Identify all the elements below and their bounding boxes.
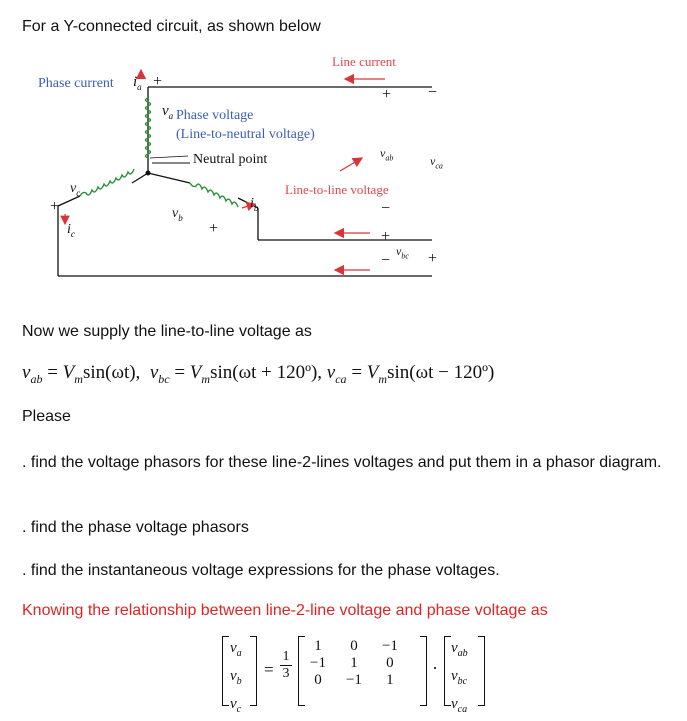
phase-current-label: Phase current (38, 76, 114, 91)
minus-ca: − (428, 84, 438, 101)
vbc-label: $v_{bc}$ (396, 244, 409, 261)
line-voltage-equation: $v_{ab} = V_m\sin(\omega t)$, $v_{bc} = V_m\sin(\omega t$ + 120º), $v_{ca} = V_m\sin(\omega t$ − 120º) (22, 362, 495, 386)
ib-label: $i_b$ (250, 196, 259, 213)
matrix-row: 0 −1 1 (314, 672, 394, 688)
line-current-label: Line current (332, 54, 396, 69)
please-text: Please (22, 408, 71, 425)
line-to-line-label: Line-to-line voltage (285, 182, 389, 197)
intro-text: For a Y-connected circuit, as shown below (22, 18, 321, 35)
matrix-row: −1 1 0 (310, 655, 394, 671)
plus-ab: + (382, 86, 392, 103)
supply-text: Now we supply the line-to-line voltage as (22, 323, 312, 340)
phase-b-coil (190, 183, 238, 207)
y-circuit-diagram (0, 48, 687, 283)
vab-label: $v_{ab}$ (380, 146, 394, 163)
phase-voltage-label: Phase voltage (176, 108, 254, 123)
coefficient-matrix (304, 638, 404, 689)
rhs-vab: $v_{ab}$ (451, 640, 468, 659)
phase-c-coil (80, 169, 134, 196)
lhs-vector (230, 637, 242, 721)
plus-a: + (153, 73, 163, 90)
va-label: $v_a$ (162, 103, 174, 121)
neutral-point-label: Neutral point (193, 152, 268, 167)
equals-sign: = (264, 660, 274, 679)
plus-bc: + (381, 228, 391, 245)
task-2: . find the phase voltage phasors (22, 519, 249, 536)
minus-bc: − (381, 252, 391, 269)
dot-operator: · (432, 658, 438, 678)
vb-label: $v_b$ (172, 206, 183, 223)
relationship-matrix (220, 634, 520, 715)
ic-label: $i_c$ (67, 222, 75, 239)
ia-label: $i_a$ (133, 74, 142, 92)
lhs-vc: $v_c$ (230, 696, 242, 715)
fraction: 1 3 (280, 649, 292, 682)
rhs-vca: $v_{ca}$ (451, 696, 468, 715)
plus-c: + (50, 198, 60, 215)
vca-label: $v_{ca}$ (430, 154, 443, 171)
task-1: . find the voltage phasors for these line-2-lines voltages and put them in a phasor diagram. (22, 454, 662, 471)
rhs-vbc: $v_{bc}$ (451, 668, 468, 687)
matrix-row: 1 0 −1 (314, 638, 398, 654)
line-to-neutral-label: (Line-to-neutral voltage) (176, 127, 315, 142)
vc-label: $v_c$ (70, 181, 81, 198)
minus-ab: − (381, 200, 391, 217)
rhs-vector (451, 637, 468, 721)
lhs-vb: $v_b$ (230, 668, 242, 687)
plus-ca: + (428, 250, 438, 267)
lhs-va: $v_a$ (230, 640, 242, 659)
task-3: . find the instantaneous voltage expressions for the phase voltages. (22, 562, 500, 579)
plus-b: + (209, 220, 219, 237)
knowing-text: Knowing the relationship between line-2-line voltage and phase voltage as (22, 602, 548, 619)
